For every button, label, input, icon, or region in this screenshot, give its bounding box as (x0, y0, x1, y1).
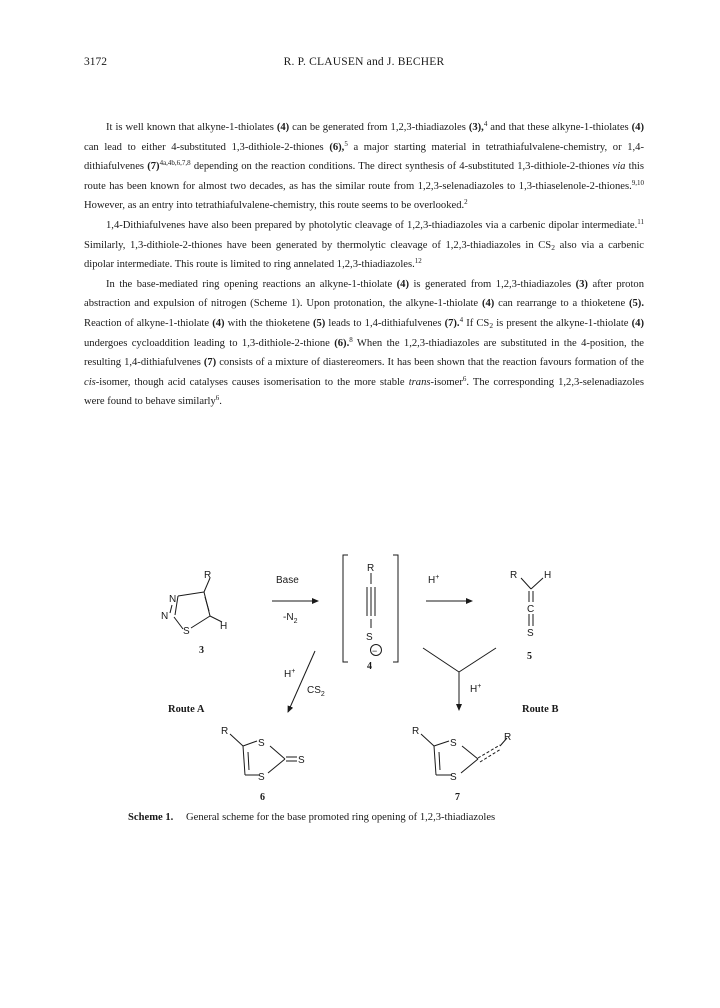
text-run: Similarly, 1,3-dithiole-2-thiones have been generated by thermolytic cleavage of 1,2,3-thiadiazoles in CS (84, 239, 552, 251)
text-run: When the 1,2,3-thiadiazoles are substituted in the 4-position, the resulting 1,4-dithiafulvenes (84, 337, 644, 369)
text-run: leads to 1,4-dithiafulvenes (325, 317, 445, 329)
substituent-r: R (504, 732, 512, 743)
text-run: If CS (463, 317, 490, 329)
text-run: a major starting material in tetrathiafulvalene-chemistry, or 1,4-dithiafulvenes (84, 141, 645, 173)
text-run: and that these alkyne-1-thiolates (487, 122, 632, 133)
text-run: 5 (344, 139, 348, 148)
text-run: via (612, 161, 626, 173)
compound-label-4: 4 (367, 661, 372, 672)
text-run: Reaction of alkyne-1-thiolate (84, 317, 213, 329)
text-run: (6). (334, 337, 350, 349)
text-run: 2 (464, 198, 468, 207)
text-run: -isomer, though acid catalyses causes isomerisation to the more stable (95, 376, 409, 388)
route-a-label: Route A (168, 704, 205, 715)
text-run: this route has been known for almost two decades, as has the similar route from 1,2,3-selenadiazoles to 1,3-thiaselenole-2-thiones. (84, 161, 644, 192)
text-run: (6), (329, 141, 345, 153)
text-run: . (219, 396, 222, 408)
text-run: 2 (489, 320, 494, 330)
text-run: It is well known that alkyne-1-thiolates (106, 122, 277, 133)
substituent-r: R (412, 726, 420, 737)
text-run: undergoes cycloaddition leading to 1,3-dithiole-2-thione (84, 337, 335, 349)
caption-label: Scheme 1. (128, 812, 174, 823)
text-run: (4) (631, 122, 644, 133)
text-run: (7). (444, 317, 460, 329)
atom-s: S (450, 738, 457, 749)
text-run: (4) (212, 317, 225, 329)
text-run: However, as an entry into tetrathiafulvalene-chemistry, this route seems to be overlooked. (84, 200, 465, 212)
text-run: after proton abstraction and expulsion of nitrogen (Scheme 1). Upon protonation, the alkyne-1-thiolate (84, 278, 644, 310)
negative-charge: − (372, 646, 378, 656)
atom-n: N (169, 594, 177, 605)
substituent-r: R (367, 563, 375, 574)
text-run: can be generated from 1,2,3-thiadiazoles (289, 122, 469, 133)
compound-5 (521, 578, 543, 626)
substituent-r: R (221, 726, 229, 737)
compound-label-7: 7 (455, 792, 460, 803)
text-run: (7) (147, 161, 160, 173)
substituent-r: R (204, 570, 212, 581)
text-run: (3), (468, 122, 484, 133)
atom-n: N (161, 611, 169, 622)
atom-s: S (298, 755, 305, 766)
atom-s: S (183, 626, 190, 637)
text-run: (4) (631, 317, 644, 329)
text-run: is generated from 1,2,3-thiadiazoles (409, 278, 576, 290)
compound-label-6: 6 (260, 792, 265, 803)
text-run: 8 (349, 335, 353, 344)
route-b-arrow (423, 648, 496, 710)
reagent-h-plus: H+ (470, 683, 482, 695)
atom-h: H (220, 621, 228, 632)
compound-label-5: 5 (527, 651, 532, 662)
compound-label-3: 3 (199, 645, 204, 656)
atom-s: S (450, 772, 457, 783)
text-run: 6 (462, 374, 467, 383)
text-run: (4) (276, 122, 290, 133)
text-run: can lead to either 4-substituted 1,3-dithiole-2-thiones (84, 141, 330, 153)
text-run: 9,10 (631, 178, 644, 187)
page-number: 3172 (84, 56, 107, 68)
text-run: (5). (628, 298, 644, 310)
running-head: R. P. CLAUSEN and J. BECHER (283, 56, 445, 68)
text-run: depending on the reaction conditions. The direct synthesis of 4-substituted 1,3-dithiole-2-thiones (190, 161, 613, 173)
atom-s: S (258, 772, 265, 783)
text-run: 2 (551, 242, 555, 252)
text-run: also via a carbenic dipolar intermediate. This route is limited to ring annelated 1,2,3-thiadiazoles. (84, 239, 644, 271)
text-run: 4 (483, 120, 488, 128)
text-run: 12 (414, 257, 422, 266)
text-run: (3) (575, 278, 588, 290)
reagent-minus-n2: $-N_2$ (283, 612, 298, 625)
text-run: 11 (637, 217, 644, 226)
text-run: cis (84, 376, 96, 388)
substituent-r: R (510, 570, 518, 581)
text-run: 6 (215, 394, 220, 403)
route-a-arrow (288, 651, 315, 712)
text-run: (4) (396, 278, 409, 290)
scheme-caption (128, 812, 495, 823)
text-run: with the thioketene (224, 317, 313, 329)
reagent-h-plus: H+ (284, 668, 296, 680)
text-run: (7) (203, 357, 217, 369)
atom-c: C (527, 604, 535, 615)
text-run: is present the alkyne-1-thiolate (493, 317, 632, 329)
reagent-h-plus: H+ (428, 574, 440, 586)
compound-3 (170, 578, 222, 629)
text-run: (5) (312, 317, 326, 329)
text-run: trans (408, 376, 431, 388)
text-run: . The corresponding 1,2,3-selenadiazoles were found to behave similarly (84, 376, 644, 408)
text-run: can rearrange to a thioketene (494, 298, 629, 310)
compound-7 (421, 734, 507, 775)
route-b-label: Route B (522, 704, 559, 715)
text-run: 4 (459, 315, 464, 324)
atom-s: S (366, 632, 373, 643)
atom-s: S (258, 738, 265, 749)
text-run: consists of a mixture of diastereomers. It has been shown that the reaction favours formation of the (216, 357, 644, 369)
atom-h: H (544, 570, 552, 581)
text-run: -isomer (430, 376, 463, 388)
reagent-cs2: $CS_2$ (307, 685, 325, 698)
caption-text: General scheme for the base promoted ring opening of 1,2,3-thiadiazoles (185, 812, 496, 823)
atom-s: S (527, 628, 534, 639)
text-run: 1,4-Dithiafulvenes have also been prepared by photolytic cleavage of 1,2,3-thiadiazoles via a carbenic dipolar intermediate. (106, 219, 638, 231)
text-run: 4a,4b,6,7,8 (159, 159, 191, 168)
text-run: (4) (481, 298, 495, 310)
reagent-base: Base (276, 575, 299, 586)
text-run: In the base-mediated ring opening reactions an alkyne-1-thiolate (106, 278, 397, 290)
